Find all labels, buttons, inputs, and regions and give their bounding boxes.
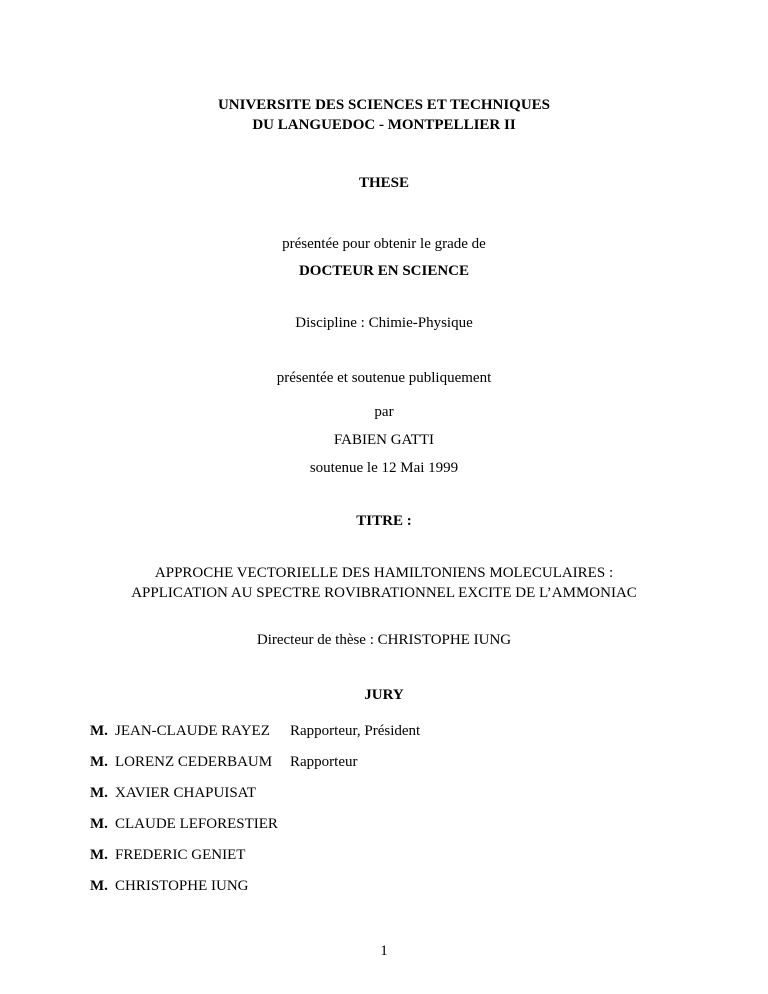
defense-date: soutenue le 12 Mai 1999: [309, 460, 459, 476]
jury-member-name: LORENZ CEDERBAUM: [115, 754, 273, 770]
jury-member-name: XAVIER CHAPUISAT: [115, 785, 256, 801]
thesis-title-line-1: APPROCHE VECTORIELLE DES HAMILTONIENS MOLECULAIRES :: [154, 565, 614, 581]
jury-member-name: CHRISTOPHE IUNG: [115, 878, 249, 894]
jury-member-row: [90, 783, 768, 803]
these-label: THESE: [358, 175, 410, 191]
jury-member-name: JEAN-CLAUDE RAYEZ: [115, 723, 270, 739]
jury-member-row: [90, 752, 768, 772]
thesis-title-line-2: APPLICATION AU SPECTRE ROVIBRATIONNEL EXCITE DE L’AMMONIAC: [131, 585, 637, 601]
grade-intro: présentée pour obtenir le grade de: [282, 236, 486, 252]
thesis-title: [0, 563, 768, 603]
university-heading: [0, 95, 768, 135]
par-label: par: [374, 404, 394, 420]
jury-member-name: FREDERIC GENIET: [115, 847, 246, 863]
presented-line: présentée et soutenue publiquement: [276, 370, 492, 386]
university-line-2: DU LANGUEDOC - MONTPELLIER II: [252, 117, 516, 133]
author-name: FABIEN GATTI: [333, 432, 435, 448]
jury-member-prefix: M.: [90, 816, 108, 832]
titre-label: TITRE :: [356, 513, 412, 529]
jury-member-row: [90, 845, 768, 865]
jury-member-row: [90, 876, 768, 896]
jury-member-prefix: M.: [90, 754, 108, 770]
jury-member-row: [90, 814, 768, 834]
jury-member-prefix: M.: [90, 785, 108, 801]
degree-name: DOCTEUR EN SCIENCE: [298, 263, 470, 279]
jury-member-role: Rapporteur: [290, 754, 358, 770]
jury-member-prefix: M.: [90, 878, 108, 894]
university-line-1: UNIVERSITE DES SCIENCES ET TECHNIQUES: [217, 97, 551, 113]
page-number: 1: [380, 943, 388, 959]
thesis-director: Directeur de thèse : CHRISTOPHE IUNG: [256, 632, 512, 648]
jury-member-role: Rapporteur, Président: [290, 723, 421, 739]
jury-list: [90, 721, 768, 896]
jury-member-prefix: M.: [90, 723, 108, 739]
jury-member-row: [90, 721, 768, 741]
jury-member-name: CLAUDE LEFORESTIER: [115, 816, 278, 832]
jury-member-prefix: M.: [90, 847, 108, 863]
discipline: Discipline : Chimie-Physique: [295, 315, 473, 331]
jury-label: JURY: [364, 687, 404, 703]
